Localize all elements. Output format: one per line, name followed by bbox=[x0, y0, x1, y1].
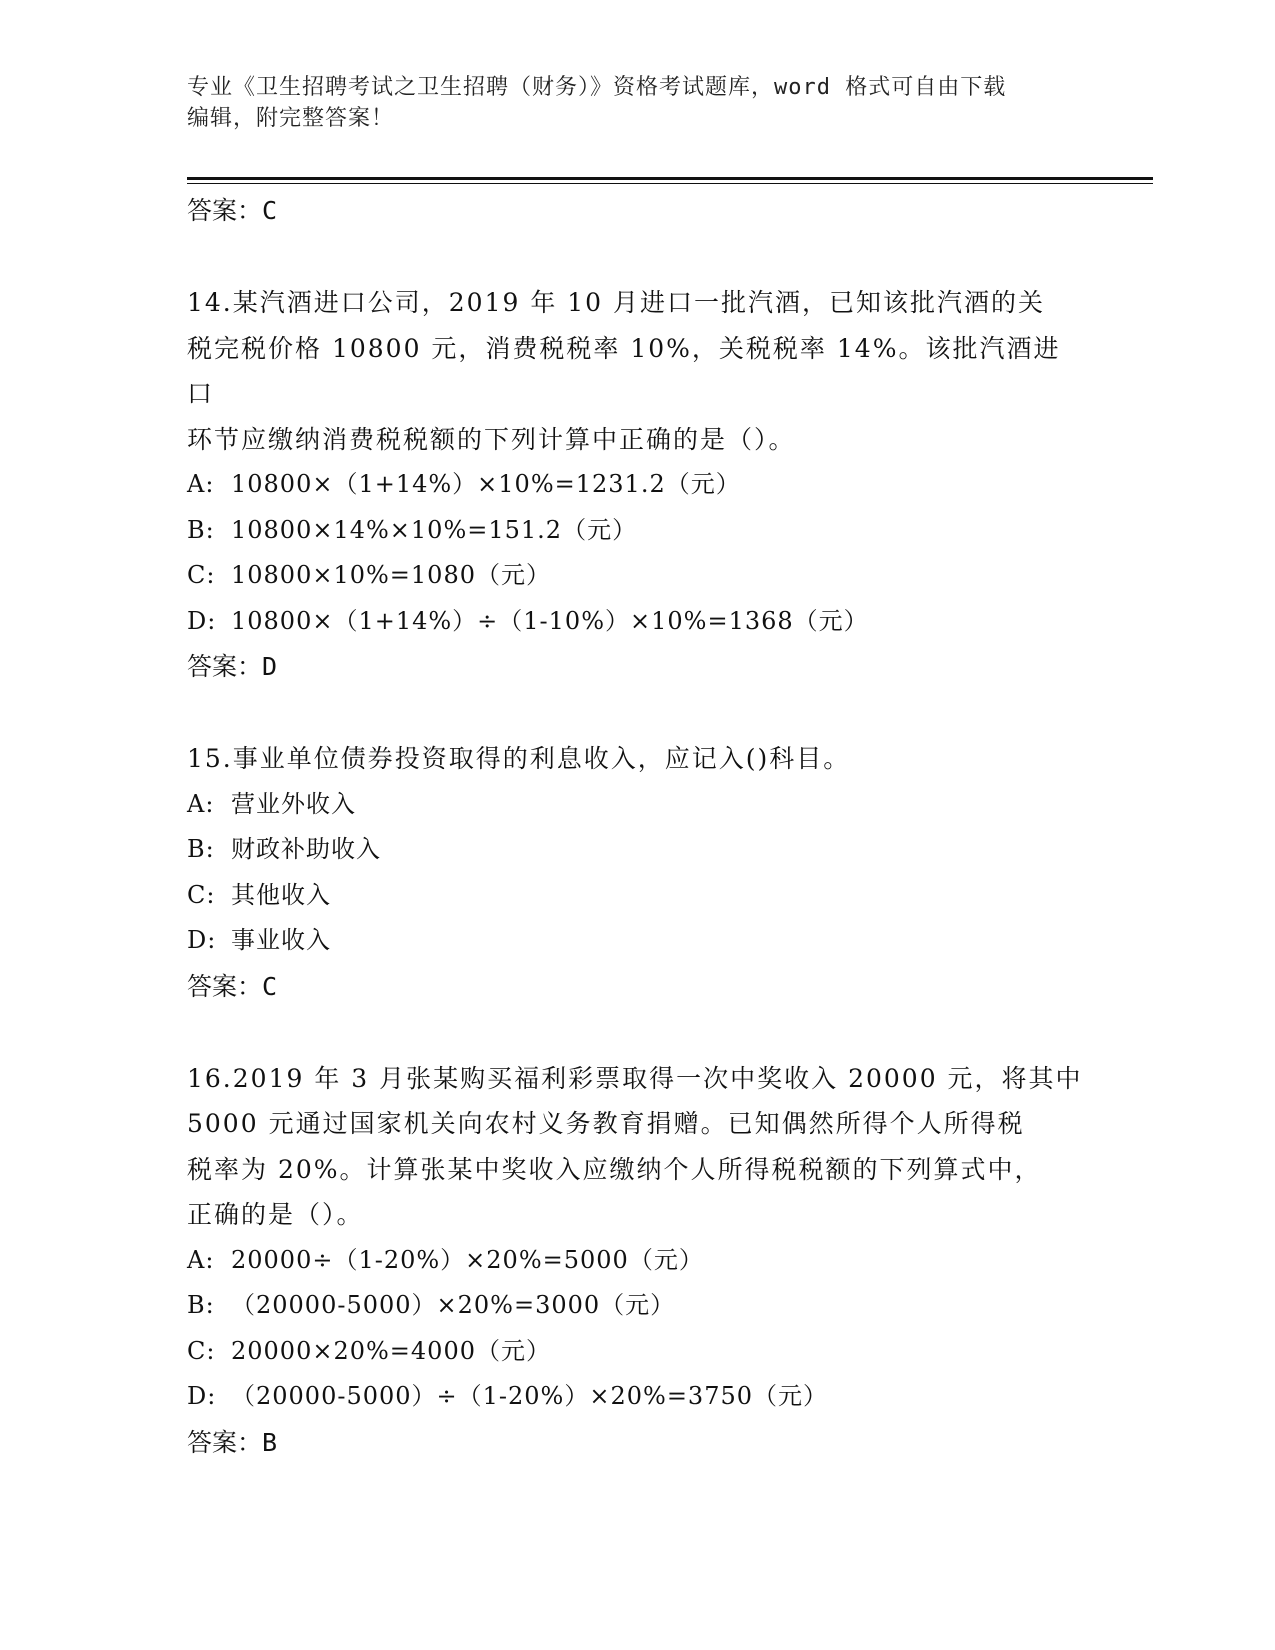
option-c bbox=[187, 1329, 1087, 1375]
option-key: B: bbox=[187, 515, 215, 544]
option-key: C: bbox=[187, 561, 216, 589]
answer-line: 答案：B bbox=[187, 1427, 278, 1457]
question-text: 5000 元通过国家机关向农村义务教育捐赠。已知偶然所得个人所得税 bbox=[187, 1109, 1025, 1138]
question-text: 15.事业单位债券投资取得的利息收入，应记入()科目。 bbox=[187, 744, 851, 773]
option-text: 10800×10%=1080（元） bbox=[231, 561, 551, 589]
answer-line: 答案：D bbox=[187, 652, 278, 681]
option-key: A: bbox=[187, 470, 215, 498]
question-text: 正确的是（）。 bbox=[187, 1200, 364, 1229]
option-key: B: bbox=[187, 835, 215, 863]
spacer bbox=[187, 1009, 1087, 1056]
option-text: 事业收入 bbox=[231, 926, 331, 954]
option-b bbox=[187, 1283, 1087, 1329]
page-header bbox=[187, 72, 1067, 134]
option-a bbox=[187, 782, 1087, 828]
option-text: 财政补助收入 bbox=[231, 835, 381, 863]
option-key: A: bbox=[187, 789, 215, 818]
option-text: 20000×20%=4000（元） bbox=[231, 1336, 551, 1365]
option-key: B: bbox=[187, 1291, 215, 1319]
option-a bbox=[187, 462, 1087, 508]
option-text: 10800×（1+14%）×10%=1231.2（元） bbox=[231, 470, 741, 498]
answer-line: 答案：C bbox=[187, 971, 278, 1001]
option-b bbox=[187, 508, 1087, 554]
option-key: C: bbox=[187, 880, 216, 909]
option-text: 营业外收入 bbox=[231, 789, 356, 818]
question-text: 税完税价格 10800 元，消费税税率 10%，关税税率 14%。该批汽酒进口 bbox=[187, 333, 1061, 408]
option-key: A: bbox=[187, 1245, 215, 1274]
option-text: 10800×14%×10%=151.2（元） bbox=[231, 515, 638, 544]
question-text: 税率为 20%。计算张某中奖收入应缴纳个人所得税税额的下列算式中， bbox=[187, 1154, 1042, 1184]
option-text: （20000-5000）×20%=3000（元） bbox=[231, 1291, 676, 1319]
question-text: 环节应缴纳消费税税额的下列计算中正确的是（）。 bbox=[187, 424, 796, 454]
option-key: D: bbox=[187, 926, 217, 954]
option-key: C: bbox=[187, 1336, 216, 1365]
question-block bbox=[187, 1056, 1087, 1465]
option-c bbox=[187, 873, 1087, 919]
option-d bbox=[187, 599, 1087, 645]
option-text: 其他收入 bbox=[231, 880, 331, 909]
question-list bbox=[187, 188, 1087, 1465]
option-b bbox=[187, 827, 1087, 873]
spacer bbox=[187, 233, 1087, 280]
header-rule-thin bbox=[187, 183, 1153, 184]
option-text: 10800×（1+14%）÷（1-10%）×10%=1368（元） bbox=[231, 606, 869, 635]
header-line-1: 专业《卫生招聘考试之卫生招聘（财务）》资格考试题库，word 格式可自由下载 bbox=[187, 75, 1007, 100]
option-key: D: bbox=[187, 606, 217, 635]
option-text: （20000-5000）÷（1-20%）×20%=3750（元） bbox=[231, 1382, 829, 1410]
option-d bbox=[187, 1374, 1087, 1420]
header-line-2: 编辑，附完整答案！ bbox=[187, 106, 395, 131]
question-text: 14.某汽酒进口公司，2019 年 10 月进口一批汽酒，已知该批汽酒的关 bbox=[187, 288, 1046, 317]
question-text: 16.2019 年 3 月张某购买福利彩票取得一次中奖收入 20000 元，将其中 bbox=[187, 1063, 1083, 1093]
option-c bbox=[187, 553, 1087, 599]
spacer bbox=[187, 689, 1087, 736]
option-a bbox=[187, 1238, 1087, 1284]
question-block bbox=[187, 280, 1087, 689]
option-text: 20000÷（1-20%）×20%=5000（元） bbox=[231, 1245, 704, 1274]
option-key: D: bbox=[187, 1382, 217, 1410]
header-rule-thick bbox=[187, 177, 1153, 180]
option-d bbox=[187, 918, 1087, 964]
question-block bbox=[187, 736, 1087, 1009]
previous-answer: 答案：C bbox=[187, 196, 278, 225]
